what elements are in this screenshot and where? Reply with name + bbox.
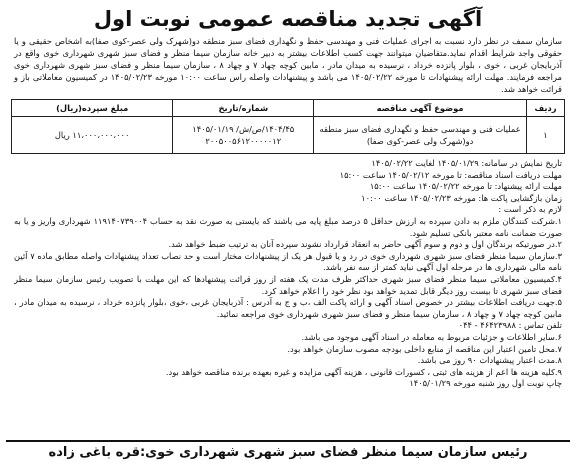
condition-other-info: ۶.سایر اطلاعات و جزئیات مربوط به معامله در اسناد آگهی موجود می باشد. — [301, 331, 562, 342]
condition-address: ۵.جهت دریافت اطلاعات بیشتر در خصوص اسناد آگهی و ارائه پاکت الف ،ب و ج به آدرس : آذربایجان غربی ،خوی ،بلوار پانزده خرداد ، نرسیده به میدان مادر ، مابین کوچه چهاد ۷ و چهاد ۸ ، سازمان سیما منظر و فضای سبز شهری شهرداری خوی مراجعه نمائید. — [14, 297, 562, 319]
header-subject: موضوع آگهی مناقصه — [314, 100, 527, 117]
header-number-date: شماره/تاریخ — [173, 100, 314, 117]
cell-row-number: ۱ — [526, 117, 564, 154]
condition-costs: ۹.کلیه هزینه ها اعم از هزینه های ثبتی ، کسورات قانونی ، هزینه آگهی مزایده و غیره بعهده برنده مناقصه خواهد بود. — [165, 366, 562, 377]
cell-deposit-amount: ۱۱،۰۰۰،۰۰۰،۰۰۰ ریال — [12, 117, 173, 154]
detail-opening-time: زمان بازگشایی پاکت ها: مورخه ۱۴۰۵/۰۲/۲۳ ساعت ۱۰:۰۰ — [361, 192, 562, 203]
notice-intro: سازمان سمف در نظر دارد نسبت به اجرای عملیات فنی و مهندسی حفظ و نگهداری فضای سبز منطقه دو(شهرک ولی عصر-کوی صفا)به اشخاص حقیقی و یا حقوقی واجد شرایط اقدام نماید.متقاضیان میتوانند جهت کسب اطلاعات بیشتر به دبیر خانه سازمان سیما منظر و فضای سبز شهری شهرداری خوی واقع در آذربایجان غربی ، خوی ، بلوار پانزده خرداد ، نرسیده به میدان مادر ، مابین کوچه چهاد ۷ و چهاد ۸ ، سازمان سیما منظر و فضای سبز شهری شهرداری خوی مراجعه فرمایند. مهلت ارائه پیشنهادات تا مورخه ۱۴۰۵/۰۲/۲۲ می باشد و پیشنهادات واصله راس ساعت ۱۰:۰۰ مورخه ۱۴۰۵/۰۲/۲۳ در کمیسیون معاملاتی باز و قرائت خواهد شد. — [14, 36, 563, 94]
condition-validity: ۸.مدت اعتبار پیشنهادات ۹۰ روز می باشد. — [417, 355, 562, 366]
condition-forfeit: ۲.در صورتیکه برندگان اول و دوم و سوم آگهی حاضر به انعقاد قرارداد نشوند سپرده آنان به ترتیب ضبط خواهد شد. — [168, 239, 562, 250]
cell-subject: عملیات فنی و مهندسی حفظ و نگهداری فضای سبز منطقه دو(شهرک ولی عصر-کوی صفا) — [314, 117, 527, 154]
notice-details — [14, 158, 562, 390]
footer-signature: رئیس سازمان سیما منظر فضای سبز شهری شهرداری خوی:قره باغی زاده — [6, 440, 570, 464]
detail-note-heading: لازم به ذکر است : — [498, 204, 562, 215]
notice-title: آگهی تجدید مناقصه عمومی نوبت اول — [93, 7, 483, 31]
detail-display-dates: تاریخ نمایش در سامانه: ۱۴۰۵/۰۱/۲۹ لغایت ۱۴۰۵/۰۲/۲۲ — [371, 158, 562, 168]
cell-number-date: ۱۴۰۴/۴۵/ص/ش/ ۱۴۰۵/۰۱/۱۹ ۲۰۰۵۰۰۵۶۱۲۰۰۰۰۰۱۲ — [173, 117, 314, 154]
condition-acceptance: ۳.سازمان سیما منظر فضای سبز شهری شهرداری خوی در رد و یا قبول هر یک از پیشنهادات مختار است و حد نصاب تعداد پیشنهادات واصله مطابق ماده ۷ آئین نامه مالی شهرداری ها در مرحله اول آگهی نباید کمتر از سه نفر باشد. — [14, 250, 562, 273]
table-row — [12, 117, 565, 154]
condition-deposit: ۱.شرکت کنندگان ملزم به دادن سپرده به ارزش حداقل ۵ درصد مبلغ پایه می باشند که بایستی به صورت نقد به حساب ۱۱۹۱۴۰۷۳۹۰۰۴ شهرداری واریز و یا به صورت ضمانت نامه معتبر بانکی تسلیم شود. — [14, 215, 562, 238]
header-row-number: ردیف — [526, 100, 564, 117]
condition-budget: ۷.محل تامین اعتبار این مناقصه از منابع داخلی بودجه مصوب سازمان خواهد بود. — [287, 343, 562, 354]
tender-table — [11, 99, 565, 154]
print-date: چاپ نوبت اول روز شنبه مورخه ۱۴۰۵/۰۱/۲۹ — [409, 378, 562, 389]
condition-phone: تلفن تماس : ۴۶۴۲۳۹۸۸ - ۰۴۴ — [458, 320, 562, 331]
condition-commission: ۴.کمیسیون معاملاتی سیما منظر فضای سبز شهری حداکثر ظرف مدت یک هفته از روز قرائت پیشنهادها که این مهلت با تصویب رئیس سازمان سیما منظر فضای سبز شهری تا بیست روز دیگر قابل تمدید خواهد بود نظر خود را اعلام خواهد کرد. — [14, 273, 562, 296]
detail-proposal-deadline: مهلت ارائه پیشنهاد: تا مورخه ۱۴۰۵/۰۲/۲۲ ساعت ۱۵:۰۰ — [369, 181, 562, 192]
detail-document-deadline: مهلت دریافت اسناد مناقصه: تا مورخه ۱۴۰۵/۰۲/۱۲ ساعت ۱۵:۰۰ — [339, 169, 562, 180]
table-header-row — [12, 100, 565, 117]
header-deposit-amount: مبلغ سپرده(ریال) — [12, 100, 173, 117]
